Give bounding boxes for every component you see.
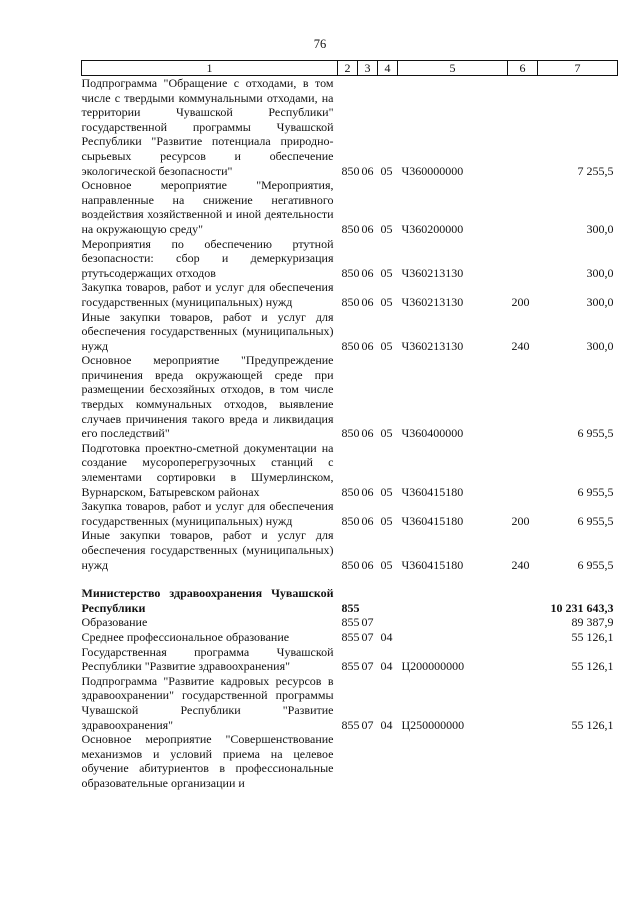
cell-c3: 06 <box>361 221 374 236</box>
row-name-cell <box>82 310 338 354</box>
table-row <box>82 353 618 441</box>
cell-c6 <box>508 674 538 732</box>
cell-c3: 06 <box>361 426 374 441</box>
cell-c4: 05 <box>380 484 393 499</box>
cell-c6 <box>508 353 538 441</box>
cell-c2: 850 <box>341 221 360 236</box>
cell-c6 <box>508 732 538 790</box>
cell-c3: 06 <box>361 265 374 280</box>
table-row <box>82 630 618 645</box>
row-description: Подпрограмма "Развитие кадровых ресурсов в здравоохранении" государственной программы Чувашской Республики "Развитие здравоохранения" <box>81 673 334 732</box>
cell-c4: 05 <box>380 426 393 441</box>
cell-c7: 6 955,5 <box>577 557 614 572</box>
table-row <box>82 178 618 236</box>
table-row <box>82 645 618 674</box>
cell-c3: 06 <box>361 557 374 572</box>
cell-c2: 855 <box>341 600 360 615</box>
row-name-cell <box>82 586 338 615</box>
cell-c2: 850 <box>341 513 360 528</box>
cell-c7: 300,0 <box>586 221 614 236</box>
cell-c5 <box>398 586 508 615</box>
table-row <box>82 280 618 309</box>
row-name-cell <box>82 645 338 674</box>
table-row <box>82 674 618 732</box>
cell-c3: 07 <box>361 629 374 644</box>
row-description: Подготовка проектно-сметной документации на создание мусороперегрузочных станций с элементами сортировки в Шумерлинском, Вурнарском, Батыревском районах <box>81 440 334 499</box>
row-description: Образование <box>81 615 148 630</box>
row-name-cell <box>82 178 338 236</box>
cell-c2: 855 <box>341 615 360 630</box>
cell-c7: 6 955,5 <box>577 513 614 528</box>
cell-c7: 6 955,5 <box>577 426 614 441</box>
cell-c2: 850 <box>341 265 360 280</box>
cell-c4: 05 <box>380 338 393 353</box>
cell-c5: Ч360213130 <box>401 338 464 353</box>
table-body <box>82 76 618 791</box>
cell-c6 <box>508 441 538 499</box>
row-name-cell <box>82 674 338 732</box>
cell-c4: 04 <box>380 659 393 674</box>
cell-c2: 850 <box>341 484 360 499</box>
row-name-cell <box>82 441 338 499</box>
cell-c6 <box>508 645 538 674</box>
row-description: Основное мероприятие "Мероприятия, направленные на снижение негативного воздействия хозяйственной и иной деятельности на окружающую среду" <box>81 178 334 236</box>
cell-c6 <box>508 630 538 645</box>
row-description: Государственная программа Чувашской Республики "Развитие здравоохранения" <box>81 644 334 674</box>
cell-c3: 06 <box>361 513 374 528</box>
cell-c4: 04 <box>380 629 393 644</box>
cell-c7: 89 387,9 <box>571 615 614 630</box>
cell-c2 <box>338 732 358 790</box>
cell-c7: 300,0 <box>586 294 614 309</box>
cell-c3: 06 <box>361 294 374 309</box>
cell-c7 <box>538 732 618 790</box>
cell-c2: 850 <box>341 163 360 178</box>
spacer-row <box>82 572 618 586</box>
cell-c6: 240 <box>511 338 530 353</box>
page-number: 76 <box>313 37 327 51</box>
column-header: 3 <box>358 61 378 76</box>
cell-c4: 05 <box>380 221 393 236</box>
cell-c3 <box>358 732 378 790</box>
cell-c7: 10 231 643,3 <box>550 600 614 615</box>
row-name-cell <box>82 499 338 528</box>
row-description: Министерство здравоохранения Чувашской Республики <box>81 586 334 615</box>
cell-c5: Ц250000000 <box>401 717 465 732</box>
cell-c4: 05 <box>380 557 393 572</box>
row-description: Иные закупки товаров, работ и услуг для обеспечения государственных (муниципальных) нужд <box>81 309 334 353</box>
cell-c3: 07 <box>361 659 374 674</box>
cell-c5: Ч360400000 <box>401 426 464 441</box>
row-description: Среднее профессиональное образование <box>81 629 290 644</box>
cell-c5: Ч360213130 <box>401 265 464 280</box>
cell-c3: 06 <box>361 484 374 499</box>
cell-c3: 06 <box>361 338 374 353</box>
column-header: 1 <box>82 61 338 76</box>
cell-c7: 6 955,5 <box>577 484 614 499</box>
cell-c6: 200 <box>511 513 530 528</box>
table-row <box>82 732 618 790</box>
row-description: Закупка товаров, работ и услуг для обеспечения государственных (муниципальных) нужд <box>81 499 334 528</box>
column-header: 2 <box>338 61 358 76</box>
cell-c2: 850 <box>341 557 360 572</box>
cell-c4 <box>378 615 398 630</box>
row-name-cell <box>82 353 338 441</box>
row-description: Подпрограмма "Обращение с отходами, в том числе с твердыми коммунальными отходами, на территории Чувашской Республики" государственной программы Чувашской Республики "Развитие потенциала природно-сырьевых ресурсов и обеспечение экологической безопасности" <box>81 76 334 178</box>
cell-c5: Ч360415180 <box>401 557 464 572</box>
cell-c6: 200 <box>511 294 530 309</box>
table-row <box>82 310 618 354</box>
row-description: Основное мероприятие "Предупреждение причинения вреда окружающей среде при размещении бесхозяйных отходов, в том числе твердых коммунальных отходов, выявление случаев причинения такого вреда и ликвидация его последствий" <box>81 353 334 441</box>
cell-c3: 07 <box>361 717 374 732</box>
row-name-cell <box>82 630 338 645</box>
column-header: 5 <box>398 61 508 76</box>
cell-c5 <box>398 615 508 630</box>
cell-c2: 855 <box>341 659 360 674</box>
cell-c4: 05 <box>380 163 393 178</box>
row-description: Иные закупки товаров, работ и услуг для обеспечения государственных (муниципальных) нужд <box>81 528 334 572</box>
row-name-cell <box>82 528 338 572</box>
cell-c6 <box>508 178 538 236</box>
table-row <box>82 499 618 528</box>
cell-c7: 300,0 <box>586 265 614 280</box>
cell-c5: Ч360000000 <box>401 163 464 178</box>
cell-c2: 855 <box>341 629 360 644</box>
table-row <box>82 441 618 499</box>
cell-c4: 05 <box>380 265 393 280</box>
cell-c5 <box>398 732 508 790</box>
cell-c4: 05 <box>380 513 393 528</box>
row-description: Основное мероприятие "Совершенствование механизмов и условий приема на целевое обучение абитуриентов в профессиональные образовательные организации и <box>81 732 334 790</box>
cell-c2: 850 <box>341 294 360 309</box>
cell-c4 <box>378 732 398 790</box>
cell-c6 <box>508 586 538 615</box>
row-name-cell <box>82 732 338 790</box>
column-header-row <box>82 61 618 76</box>
cell-c7: 55 126,1 <box>571 659 614 674</box>
cell-c5: Ч360213130 <box>401 294 464 309</box>
cell-c5: Ч360415180 <box>401 484 464 499</box>
cell-c6: 240 <box>511 557 530 572</box>
column-header: 6 <box>508 61 538 76</box>
cell-c7: 55 126,1 <box>571 717 614 732</box>
budget-table <box>81 60 618 791</box>
cell-c3 <box>358 586 378 615</box>
cell-c6 <box>508 237 538 281</box>
row-description: Мероприятия по обеспечению ртутной безопасности: сбор и демеркуризация ртутьсодержащих отходов <box>81 236 334 280</box>
cell-c3: 07 <box>361 615 374 630</box>
table-row <box>82 237 618 281</box>
cell-c6 <box>508 76 538 179</box>
cell-c4 <box>378 586 398 615</box>
cell-c5: Ч360200000 <box>401 221 464 236</box>
cell-c5 <box>398 630 508 645</box>
cell-c6 <box>508 615 538 630</box>
table-row <box>82 528 618 572</box>
cell-c2: 850 <box>341 426 360 441</box>
column-header: 7 <box>538 61 618 76</box>
cell-c4: 04 <box>380 717 393 732</box>
row-name-cell <box>82 280 338 309</box>
cell-c5: Ч360415180 <box>401 513 464 528</box>
cell-c5: Ц200000000 <box>401 659 465 674</box>
cell-c3: 06 <box>361 163 374 178</box>
cell-c4: 05 <box>380 294 393 309</box>
cell-c2: 850 <box>341 338 360 353</box>
cell-c7: 7 255,5 <box>577 163 614 178</box>
table-row <box>82 586 618 615</box>
cell-c7: 300,0 <box>586 338 614 353</box>
row-name-cell <box>82 237 338 281</box>
column-header: 4 <box>378 61 398 76</box>
row-name-cell <box>82 76 338 179</box>
cell-c7: 55 126,1 <box>571 629 614 644</box>
row-name-cell <box>82 615 338 630</box>
cell-c2: 855 <box>341 717 360 732</box>
table-row <box>82 615 618 630</box>
row-description: Закупка товаров, работ и услуг для обеспечения государственных (муниципальных) нужд <box>81 280 334 309</box>
table-row <box>82 76 618 179</box>
